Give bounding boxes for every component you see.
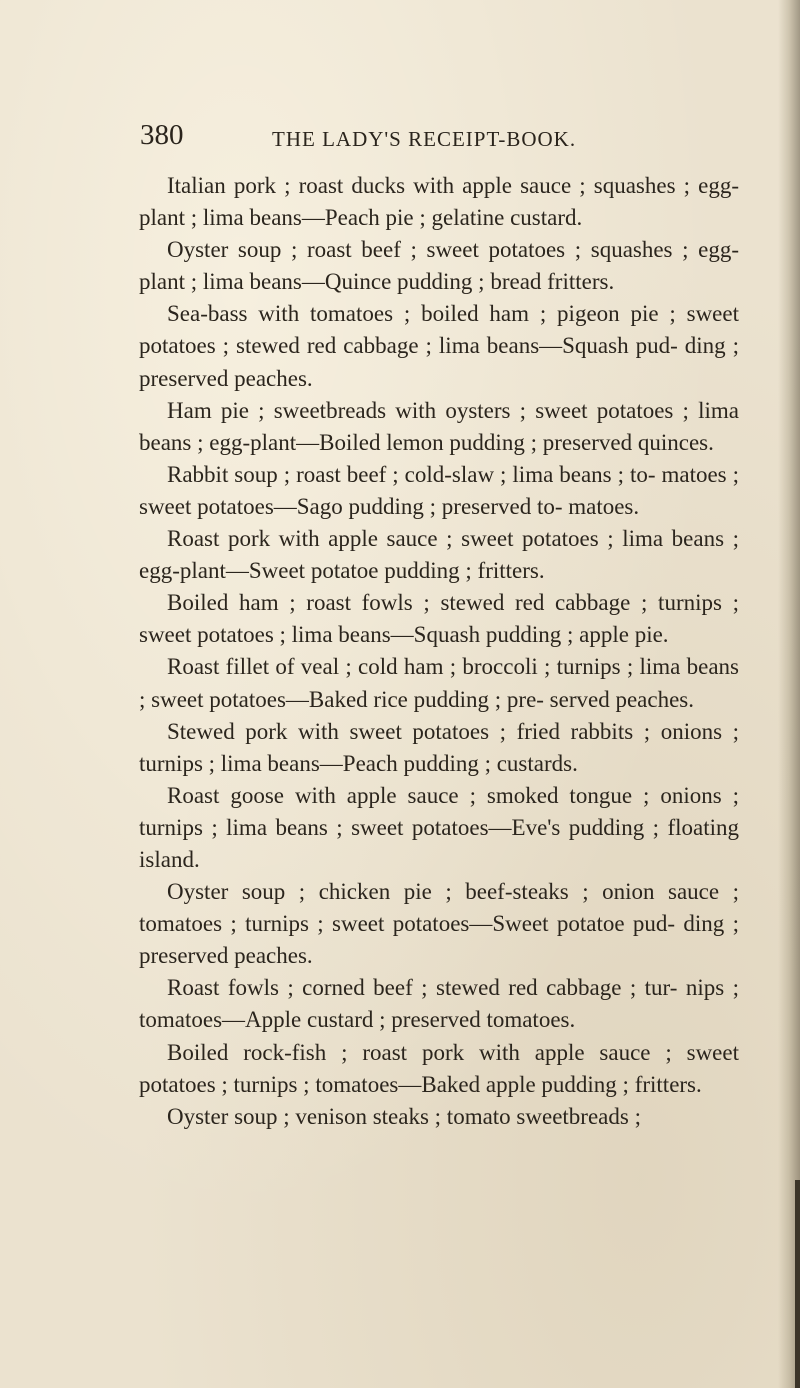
menu-entry: Oyster soup ; chicken pie ; beef-steaks ; onion sauce ; tomatoes ; turnips ; sweet potatoes—Sweet potatoe pud- ding ; preserved peaches. [139,879,739,969]
menu-entry: Italian pork ; roast ducks with apple sauce ; squashes ; egg-plant ; lima beans—Peach pie ; gelatine custard. [139,173,739,231]
menu-entry: Roast fowls ; corned beef ; stewed red cabbage ; tur- nips ; tomatoes—Apple custard ; preserved tomatoes. [139,975,739,1033]
running-head [140,119,660,159]
menu-entry: Rabbit soup ; roast beef ; cold-slaw ; lima beans ; to- matoes ; sweet potatoes—Sago pudding ; preserved to- matoes. [139,461,739,519]
menu-entry: Boiled rock-fish ; roast pork with apple sauce ; sweet potatoes ; turnips ; tomatoes—Baked apple pudding ; fritters. [139,1039,739,1097]
menu-list [139,170,739,1133]
menu-entry: Sea-bass with tomatoes ; boiled ham ; pigeon pie ; sweet potatoes ; stewed red cabbage ; lima beans—Squash pud- ding ; preserved peaches. [139,301,739,391]
menu-entry: Oyster soup ; venison steaks ; tomato sweetbreads ; [167,1103,641,1129]
running-title: THE LADY'S RECEIPT-BOOK. [272,127,577,151]
page-binding-edge [795,1180,800,1388]
menu-entry: Roast pork with apple sauce ; sweet potatoes ; lima beans ; egg-plant—Sweet potatoe pudding ; fritters. [139,526,739,584]
page-number: 380 [140,119,184,151]
menu-entry: Roast goose with apple sauce ; smoked tongue ; onions ; turnips ; lima beans ; sweet potatoes—Eve's pudding ; floating island. [139,782,739,872]
menu-entry: Oyster soup ; roast beef ; sweet potatoes ; squashes ; egg-plant ; lima beans—Quince pudding ; bread fritters. [139,237,739,295]
menu-entry: Ham pie ; sweetbreads with oysters ; sweet potatoes ; lima beans ; egg-plant—Boiled lemon pudding ; preserved quinces. [139,397,739,455]
menu-entry: Roast fillet of veal ; cold ham ; broccoli ; turnips ; lima beans ; sweet potatoes—Baked rice pudding ; pre- served peaches. [139,654,739,712]
menu-entry: Stewed pork with sweet potatoes ; fried rabbits ; onions ; turnips ; lima beans—Peach pudding ; custards. [139,718,739,776]
menu-entry: Boiled ham ; roast fowls ; stewed red cabbage ; turnips ; sweet potatoes ; lima beans—Squash pudding ; apple pie. [139,590,739,648]
